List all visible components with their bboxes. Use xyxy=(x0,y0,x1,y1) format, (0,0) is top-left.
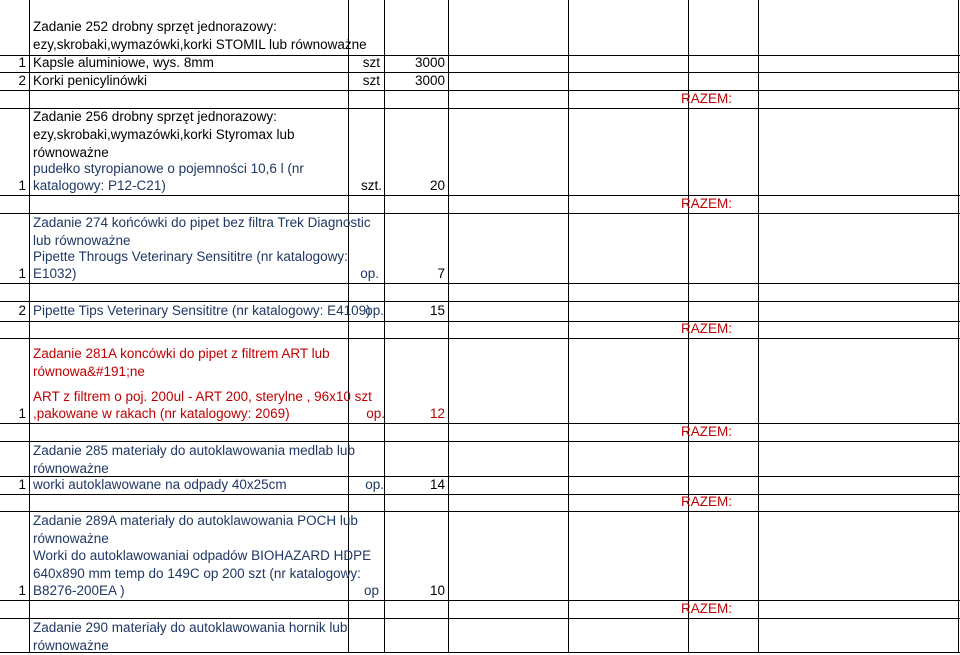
item-quantity: 15 xyxy=(430,301,445,321)
task-subtitle: równowa&#191;ne xyxy=(33,362,958,382)
item-quantity: 20 xyxy=(430,176,445,196)
table-row xyxy=(0,547,960,600)
item-unit: op. xyxy=(365,301,384,321)
row-number: 1 xyxy=(18,53,26,73)
item-unit: op xyxy=(364,581,379,601)
row-number: 1 xyxy=(18,475,26,495)
task-subtitle: lub równoważne xyxy=(33,231,958,251)
task-subtitle: równoważne xyxy=(33,143,958,163)
row-number: 1 xyxy=(18,176,26,196)
item-unit: op. xyxy=(366,404,385,424)
task-subtitle: równoważne xyxy=(33,529,958,549)
item-description: Korki penicylinówki xyxy=(33,71,958,91)
item-unit: szt xyxy=(363,71,380,91)
task-title: Zadanie 252 drobny sprzęt jednorazowy: xyxy=(33,17,958,37)
task-subtitle: ezy,skrobaki,wymazówki,korki STOMIL lub równoważne xyxy=(33,35,958,55)
item-unit: op. xyxy=(360,264,379,284)
item-quantity: 3000 xyxy=(415,53,445,73)
total-label: RAZEM: xyxy=(0,194,732,214)
task-subtitle: ezy,skrobaki,wymazówki,korki Styromax lub xyxy=(33,125,958,145)
total-row xyxy=(0,494,960,511)
task-header-289a xyxy=(0,511,960,547)
row-number: 1 xyxy=(18,264,26,284)
item-description: E1032) xyxy=(33,264,958,284)
task-title: Zadanie 256 drobny sprzęt jednorazowy: xyxy=(33,107,958,127)
task-title: Zadanie 285 materiały do autoklawowania medlab lub xyxy=(33,441,958,461)
task-header-256 xyxy=(0,108,960,160)
task-header-274 xyxy=(0,213,960,248)
task-title: Zadanie 290 materiały do autoklawowania hornik lub xyxy=(33,618,958,638)
item-unit: szt xyxy=(363,53,380,73)
item-description: katalogowy: P12-C21) xyxy=(33,176,958,196)
total-row xyxy=(0,423,960,441)
total-row xyxy=(0,321,960,338)
item-description: worki autoklawowane na odpady 40x25cm xyxy=(33,475,958,495)
item-description: pudełko styropianowe o pojemności 10,6 l (nr xyxy=(33,159,958,179)
task-header-252 xyxy=(0,0,960,55)
total-row xyxy=(0,195,960,213)
total-label: RAZEM: xyxy=(0,599,732,619)
row-number: 2 xyxy=(18,71,26,91)
item-description: Pipette Througs Veterinary Sensititre (nr katalogowy: xyxy=(33,247,958,267)
table-row xyxy=(0,72,960,90)
item-description: ,pakowane w rakach (nr katalogowy: 2069) xyxy=(33,404,958,424)
task-title: Zadanie 274 końcówki do pipet bez filtra Trek Diagnostic xyxy=(33,213,958,233)
row-number: 1 xyxy=(18,404,26,424)
total-row xyxy=(0,600,960,618)
row-number: 1 xyxy=(18,581,26,601)
table-row xyxy=(0,160,960,195)
item-description: Pipette Tips Veterinary Sensititre (nr katalogowy: E4109) xyxy=(33,301,958,321)
item-description: Worki do autoklawowaniai odpadów BIOHAZARD HDPE xyxy=(33,546,958,566)
task-header-285 xyxy=(0,441,960,476)
total-label: RAZEM: xyxy=(0,319,732,339)
task-title: Zadanie 281A koncówki do pipet z filtrem ART lub xyxy=(33,344,958,364)
table-row xyxy=(0,55,960,72)
item-quantity: 14 xyxy=(430,475,445,495)
item-quantity: 10 xyxy=(430,581,445,601)
total-label: RAZEM: xyxy=(0,422,732,442)
task-title: Zadanie 289A materiały do autoklawowania POCH lub xyxy=(33,511,958,531)
item-description: 640x890 mm temp do 149C op 200 szt (nr katalogowy: xyxy=(33,564,958,584)
item-quantity: 12 xyxy=(430,404,445,424)
item-unit: szt. xyxy=(361,176,382,196)
task-subtitle: równoważne xyxy=(33,636,958,655)
total-label: RAZEM: xyxy=(0,492,732,512)
total-label: RAZEM: xyxy=(0,89,732,109)
item-quantity: 3000 xyxy=(415,71,445,91)
total-row xyxy=(0,90,960,108)
table-row xyxy=(0,248,960,283)
item-quantity: 7 xyxy=(437,264,445,284)
spacer-row xyxy=(0,283,960,301)
task-header-290 xyxy=(0,618,960,652)
item-unit: op. xyxy=(365,475,384,495)
task-header-281a xyxy=(0,338,960,373)
item-description: ART z filtrem o poj. 200ul - ART 200, sterylne , 96x10 szt xyxy=(33,387,958,407)
item-description: Kapsle aluminiowe, wys. 8mm xyxy=(33,53,958,73)
table-row xyxy=(0,385,960,423)
row-number: 2 xyxy=(18,301,26,321)
task-subtitle: równoważne xyxy=(33,459,958,479)
item-description: B8276-200EA ) xyxy=(33,581,958,601)
